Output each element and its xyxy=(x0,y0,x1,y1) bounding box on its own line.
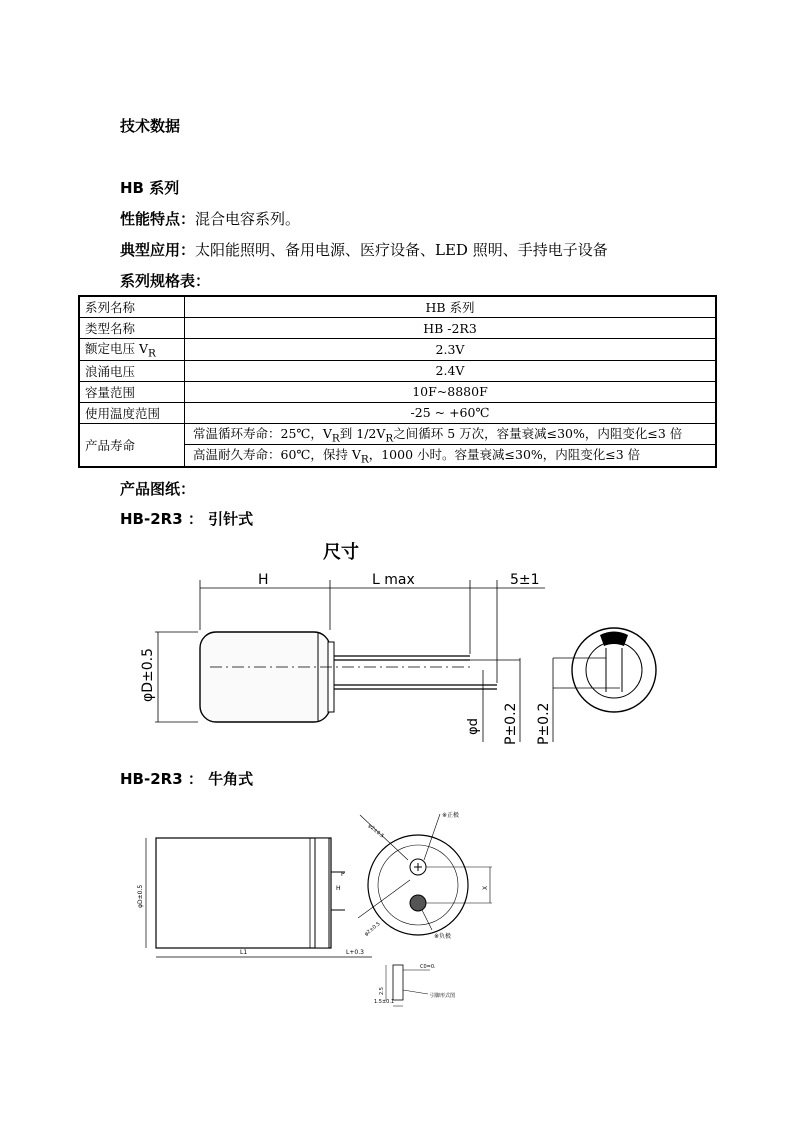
features-line xyxy=(120,208,300,229)
drawing-caption: 尺寸 xyxy=(323,542,359,563)
drawing1-title: HB-2R3 ： 引针式 xyxy=(120,510,254,528)
spec-title: 系列规格表： xyxy=(120,272,211,290)
dim-p1-label: P±0.2 xyxy=(503,702,519,745)
subscript-r: R xyxy=(385,432,394,444)
table-cell-label: 容量范围 xyxy=(79,381,185,402)
table-cell-value: HB -2R3 xyxy=(185,318,717,339)
applications-text: 太阳能照明、备用电源、医疗设备、LED 照明、手持电子设备 xyxy=(195,241,608,259)
life-text: 常温循环寿命：25℃，V xyxy=(193,425,332,441)
negative-terminal xyxy=(410,895,426,911)
table-row xyxy=(79,318,716,339)
table-row xyxy=(79,339,716,361)
table-cell-value: 2.4V xyxy=(185,360,717,381)
table-cell-label: 类型名称 xyxy=(79,318,185,339)
table-cell-value xyxy=(185,445,717,467)
positive-label: ※正极 xyxy=(442,812,460,819)
table-cell-label: 产品寿命 xyxy=(79,423,185,467)
table-cell-value: HB 系列 xyxy=(185,296,717,318)
polarity-mark xyxy=(600,632,628,647)
dim-d-label: φD±0.5 xyxy=(140,647,156,702)
rated-voltage-label: 额定电压 V xyxy=(85,341,149,356)
drawings-title: 产品图纸： xyxy=(120,480,196,498)
life-text: 到 1/2V xyxy=(339,425,386,441)
table-cell-label: 浪涌电压 xyxy=(79,360,185,381)
table-cell-label: 系列名称 xyxy=(79,296,185,318)
features-text: 混合电容系列。 xyxy=(195,210,301,228)
dim-phid-label: φd xyxy=(466,718,481,735)
dim-e-label: L+0.3 xyxy=(346,949,364,956)
series-title: HB 系列 xyxy=(120,179,180,197)
table-cell-value: 10F~8880F xyxy=(185,381,717,402)
end-view-inner xyxy=(378,845,458,925)
life-text: 高温耐久寿命：60℃，保持 V xyxy=(193,447,361,462)
leader-line xyxy=(422,910,432,930)
applications-label: 典型应用： xyxy=(120,241,196,259)
hole-label: 引脚形式图 xyxy=(430,993,456,999)
life-text: 之间循环 5 万次，容量衰减≤30%，内阻变化≤3 倍 xyxy=(393,425,683,441)
dim-diameter-label: φD±0.5 xyxy=(137,884,144,908)
table-cell-value: 2.3V xyxy=(185,339,717,361)
dim-p-label: P xyxy=(341,871,345,878)
dim-b-label: 1.5±0.1 xyxy=(374,999,395,1005)
table-cell-label xyxy=(79,339,185,361)
dim-l-label: L max xyxy=(372,572,415,588)
dim-d2-label: φ2±0.5 xyxy=(363,920,382,938)
table-row xyxy=(79,296,716,318)
end-view-inner xyxy=(586,642,642,698)
dim-l-label: L1 xyxy=(240,949,248,956)
dim-x-label: X xyxy=(482,885,489,890)
radial-drawing xyxy=(0,530,794,760)
dim-a-label: 2.5 xyxy=(379,987,385,995)
table-row xyxy=(79,423,716,445)
table-row xyxy=(79,402,716,423)
end-view-outer xyxy=(368,835,468,935)
dim-h-label: H xyxy=(336,885,341,892)
table-cell-value: -25 ~ +60℃ xyxy=(185,402,717,423)
table-cell-value xyxy=(185,423,717,445)
leader-line xyxy=(424,814,440,860)
pin-detail xyxy=(393,965,403,1000)
table-row xyxy=(79,381,716,402)
subscript-r: R xyxy=(360,453,369,466)
end-cap xyxy=(315,838,329,948)
leader-line xyxy=(403,990,428,994)
dim-p2-label: P±0.2 xyxy=(536,702,552,745)
dim-c-label: C0=0. xyxy=(420,964,436,970)
negative-label: ※负极 xyxy=(434,933,452,940)
dim-d-label: φ2±0.5 xyxy=(366,822,385,840)
subscript-r: R xyxy=(148,347,156,360)
leader-line xyxy=(358,880,410,918)
drawing2-title: HB-2R3 ： 牛角式 xyxy=(120,770,254,788)
table-row xyxy=(79,360,716,381)
capacitor-body xyxy=(200,632,330,722)
snapin-drawing xyxy=(0,800,794,1015)
features-label: 性能特点： xyxy=(120,210,196,228)
table-cell-label: 使用温度范围 xyxy=(79,402,185,423)
spec-table xyxy=(78,295,717,468)
end-cap xyxy=(328,642,334,712)
page-heading: 技术数据 xyxy=(120,117,181,135)
dim-5-label: 5±1 xyxy=(510,572,540,588)
applications-line xyxy=(120,239,608,260)
capacitor-body xyxy=(156,838,331,948)
life-text: ，1000 小时。容量衰减≤30%，内阻变化≤3 倍 xyxy=(368,447,641,462)
dim-h-label: H xyxy=(258,572,269,588)
subscript-r: R xyxy=(331,432,340,444)
